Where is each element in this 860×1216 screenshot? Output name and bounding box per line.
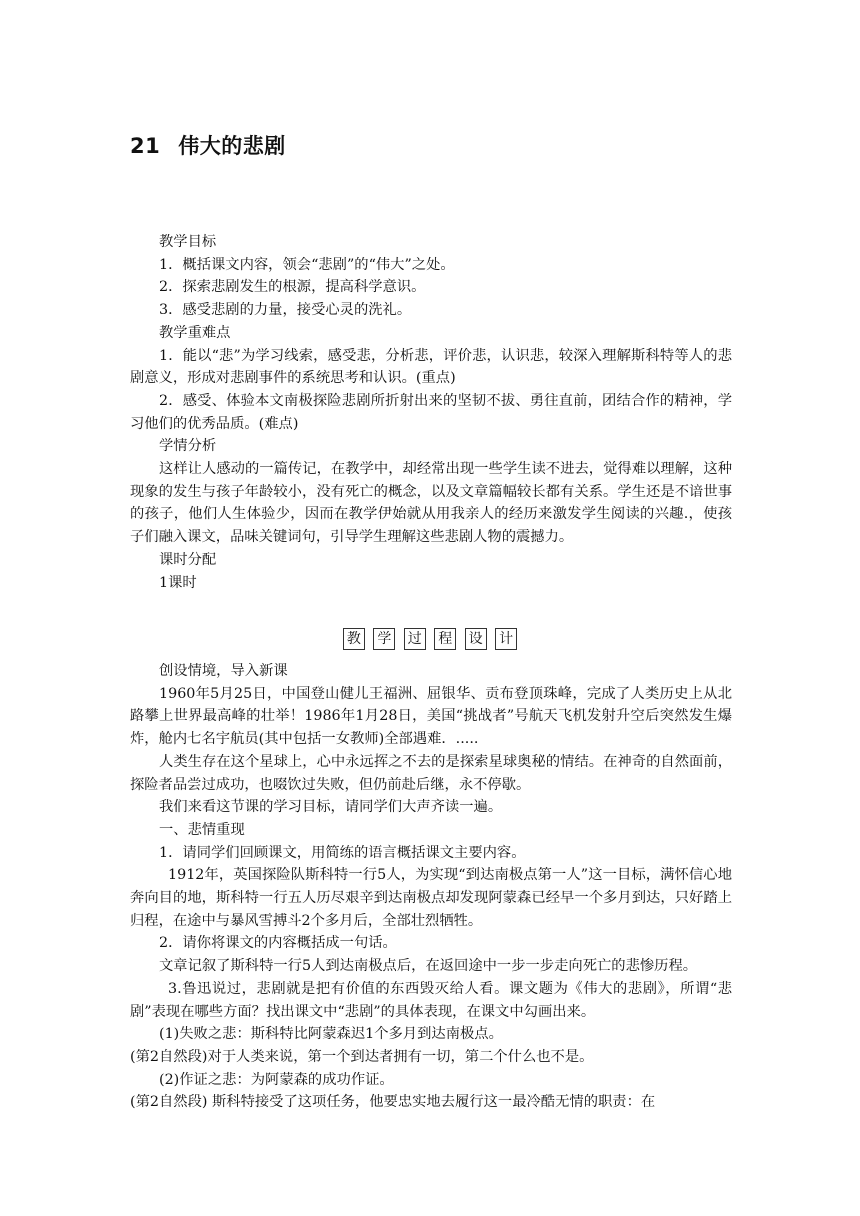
answer-paragraph: 1912年，英国探险队斯科特一行5人，为实现“到达南极点第一人”这一目标，满怀信心地奔向目的地，斯科特一行五人历尽艰辛到达南极点却发现阿蒙森已经早一个多月到达，只好踏上归程，在途中与暴风雪搏斗2个多月后，全部壮烈牺牲。 xyxy=(130,867,732,929)
paragraph: 我们来看这节课的学习目标，请同学们大声齐读一遍。 xyxy=(159,799,503,816)
answer-paragraph: 文章记叙了斯科特一行5人到达南极点后，在返回途中一步一步走向死亡的悲惨历程。 xyxy=(159,958,698,975)
goal-item: 1．概括课文内容，领会“悲剧”的“伟大”之处。 xyxy=(159,256,455,273)
lesson-title-text: 伟大的悲剧 xyxy=(178,134,286,158)
banner-char: 设 xyxy=(465,628,487,650)
key-point-item: 2．感受、体验本文南极探险悲剧所折射出来的坚韧不拔、勇往直前，团结合作的精神，学习他们的优秀品质。(难点) xyxy=(130,392,732,432)
question-item: 2．请你将课文的内容概括成一句话。 xyxy=(159,935,397,952)
goal-item: 3．感受悲剧的力量，接受心灵的洗礼。 xyxy=(159,302,412,319)
teaching-process-section xyxy=(130,660,732,1114)
heading-teaching-goals: 教学目标 xyxy=(159,234,217,250)
learner-analysis-paragraph: 这样让人感动的一篇传记，在教学中，却经常出现一些学生读不进去，觉得难以理解，这种现象的发生与孩子年龄较小，没有死亡的概念，以及文章篇幅较长都有关系。学生还是不谙世事的孩子，他们人生体验少，因而在教学伊始就从用我亲人的经历来激发学生阅读的兴趣.，使孩子们融入课文，品味关键词句，引导学生理解这些悲剧人物的震撼力。 xyxy=(130,461,732,546)
answer-paragraph: (2)作证之悲：为阿蒙森的成功作证。 xyxy=(159,1071,394,1088)
paragraph: 人类生存在这个星球上，心中永远挥之不去的是探索星球奥秘的情结。在神奇的自然面前，探险者品尝过成功，也啜饮过失败，但仍前赴后继，永不停歇。 xyxy=(130,753,732,793)
question-item: 3.鲁迅说过，悲剧就是把有价值的东西毁灭给人看。课文题为《伟大的悲剧》，所谓“悲剧”表现在哪些方面？找出课文中“悲剧”的具体表现，在课文中勾画出来。 xyxy=(130,980,732,1020)
key-point-item: 1．能以“悲”为学习线索，感受悲，分析悲，评价悲，认识悲，较深入理解斯科特等人的悲剧意义，形成对悲剧事件的系统思考和认识。(重点) xyxy=(130,347,732,387)
heading-key-points: 教学重难点 xyxy=(159,324,231,341)
banner-char: 教 xyxy=(343,628,365,650)
answer-paragraph: (第2自然段)对于人类来说，第一个到达者拥有一切，第二个什么也不是。 xyxy=(130,1048,594,1065)
heading-class-hours: 课时分配 xyxy=(159,551,217,568)
heading-part-one: 一、悲情重现 xyxy=(159,821,245,838)
heading-introduction: 创设情境，导入新课 xyxy=(159,663,288,679)
answer-paragraph: (第2自然段) 斯科特接受了这项任务，他要忠实地去履行这一最冷酷无情的职责：在 xyxy=(130,1094,656,1111)
lesson-number: 21 xyxy=(130,134,161,158)
banner-char: 过 xyxy=(404,628,426,650)
paragraph: 1960年5月25日，中国登山健儿王福洲、屈银华、贡布登顶珠峰，完成了人类历史上从北路攀上世界最高峰的壮举！1986年1月28日，美国“挑战者”号航天飞机发射升空后突然发生爆炸，舱内七名宇航员(其中包括一女教师)全部遇难．..... xyxy=(130,685,732,748)
banner-char: 程 xyxy=(434,628,456,650)
goal-item: 2．探索悲剧发生的根源，提高科学意识。 xyxy=(159,279,426,296)
banner-char: 计 xyxy=(495,628,517,650)
teaching-process-banner xyxy=(0,628,860,650)
class-hours-value: 1课时 xyxy=(159,574,197,591)
answer-paragraph: (1)失败之悲：斯科特比阿蒙森迟1个多月到达南极点。 xyxy=(159,1026,503,1043)
banner-char: 学 xyxy=(373,628,395,650)
heading-learner-analysis: 学情分析 xyxy=(159,438,217,455)
teaching-goals-section xyxy=(130,231,732,594)
lesson-title xyxy=(130,130,286,160)
question-item: 1．请同学们回顾课文，用简练的语言概括课文主要内容。 xyxy=(159,844,526,861)
